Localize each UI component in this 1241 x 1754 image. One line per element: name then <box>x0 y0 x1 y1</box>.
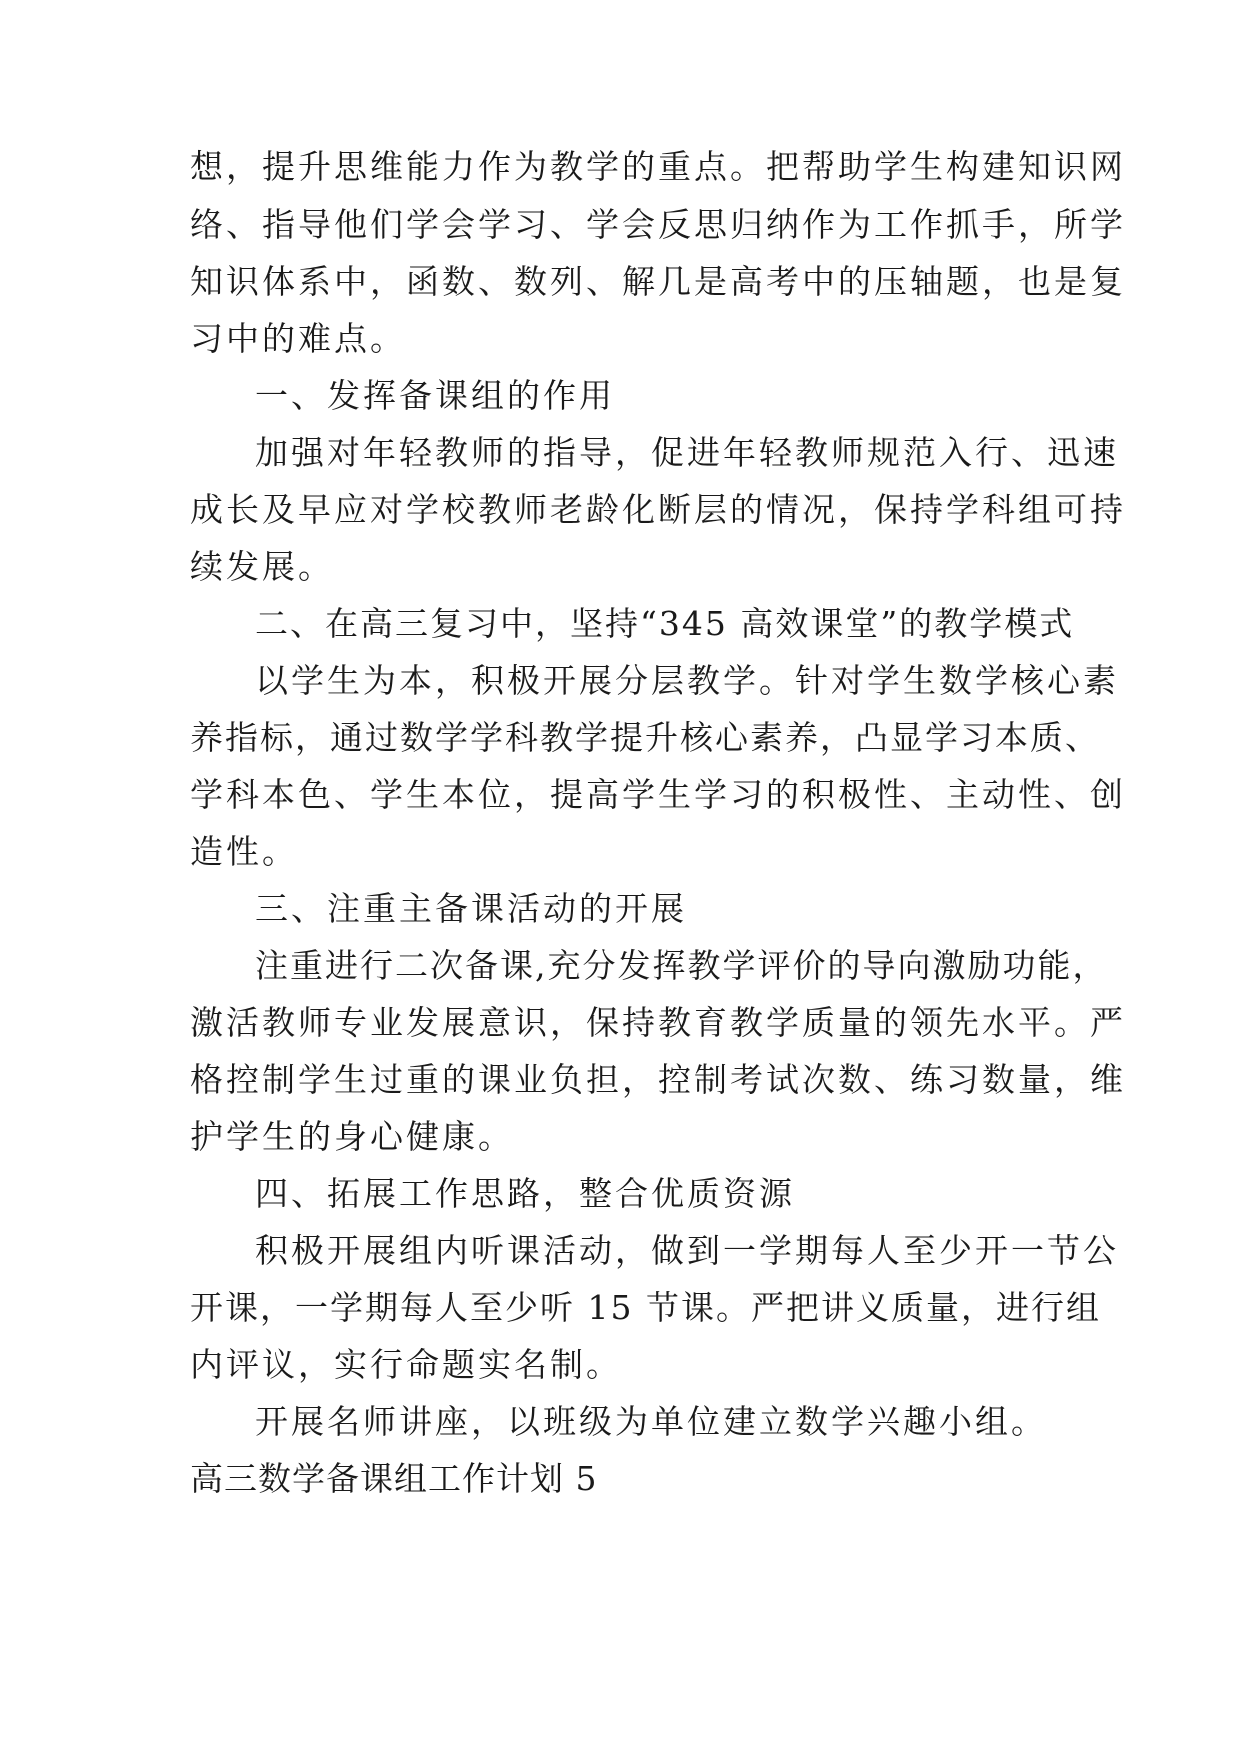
section-heading-1: 一、发挥备课组的作用 <box>255 376 615 415</box>
paragraph-line: 护学生的身心健康。 <box>190 1117 514 1156</box>
paragraph-line: 习中的难点。 <box>190 319 406 358</box>
paragraph-line: 激活教师专业发展意识，保持教育教学质量的领先水平。严 <box>190 1003 1126 1042</box>
section-heading-4: 四、拓展工作思路，整合优质资源 <box>255 1174 795 1213</box>
paragraph-line: 造性。 <box>190 832 298 871</box>
paragraph-line: 想，提升思维能力作为教学的重点。把帮助学生构建知识网 <box>190 147 1126 186</box>
next-section-title: 高三数学备课组工作计划 5 <box>190 1459 598 1498</box>
paragraph-line: 知识体系中，函数、数列、解几是高考中的压轴题，也是复 <box>190 262 1126 301</box>
paragraph-line: 注重进行二次备课,充分发挥教学评价的导向激励功能， <box>255 946 1108 985</box>
paragraph-line: 续发展。 <box>190 547 334 586</box>
paragraph-line: 加强对年轻教师的指导，促进年轻教师规范入行、迅速 <box>255 433 1119 472</box>
paragraph-line: 内评议，实行命题实名制。 <box>190 1345 622 1384</box>
paragraph-line: 络、指导他们学会学习、学会反思归纳作为工作抓手，所学 <box>190 205 1126 244</box>
paragraph-line: 格控制学生过重的课业负担，控制考试次数、练习数量，维 <box>190 1060 1126 1099</box>
section-heading-3: 三、注重主备课活动的开展 <box>255 889 687 928</box>
paragraph-line: 开课，一学期每人至少听 15 节课。严把讲义质量，进行组 <box>190 1288 1101 1327</box>
paragraph-line: 成长及早应对学校教师老龄化断层的情况，保持学科组可持 <box>190 490 1126 529</box>
section-heading-2: 二、在高三复习中，坚持“345 高效课堂”的教学模式 <box>255 604 1075 643</box>
paragraph-line: 积极开展组内听课活动，做到一学期每人至少开一节公 <box>255 1231 1119 1270</box>
paragraph-line: 养指标，通过数学学科教学提升核心素养，凸显学习本质、 <box>190 718 1100 757</box>
paragraph-line: 开展名师讲座，以班级为单位建立数学兴趣小组。 <box>255 1402 1047 1441</box>
paragraph-line: 以学生为本，积极开展分层教学。针对学生数学核心素 <box>255 661 1119 700</box>
paragraph-line: 学科本色、学生本位，提高学生学习的积极性、主动性、创 <box>190 775 1126 814</box>
